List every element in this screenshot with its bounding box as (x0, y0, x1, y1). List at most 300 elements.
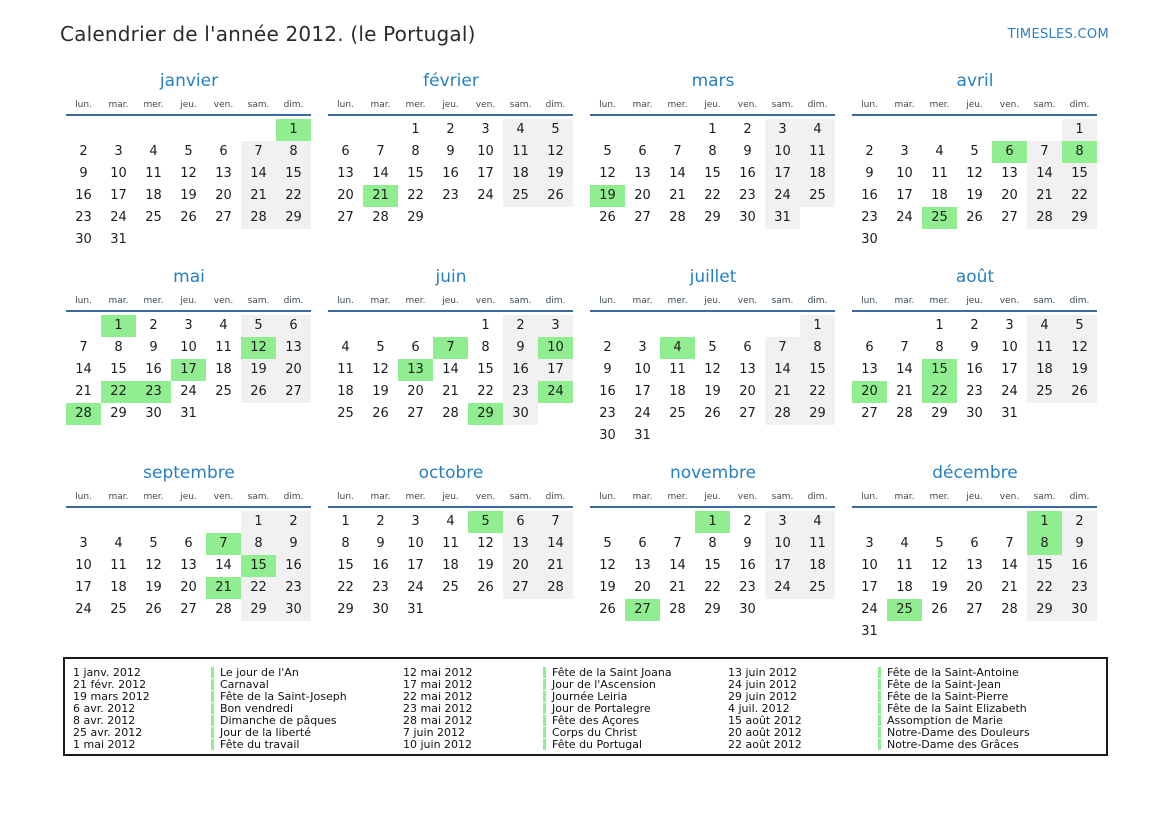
weekday-rule (852, 114, 1097, 116)
day-cell: 22 (1062, 185, 1097, 207)
weekday-label: mar. (370, 296, 391, 306)
day-cell: 25 (922, 207, 957, 229)
day-cell: 24 (1001, 384, 1018, 399)
day-cell: 10 (861, 558, 878, 573)
day-cell: 6 (865, 340, 874, 355)
day-cell: 4 (219, 318, 228, 333)
holiday-date: 1 janv. 2012 (73, 665, 141, 679)
day-cell: 29 (337, 602, 354, 617)
holiday-date: 23 mai 2012 (403, 701, 473, 715)
day-cell: 19 (538, 163, 573, 185)
weekday-rule (328, 114, 573, 116)
month-title: décembre (932, 463, 1018, 483)
empty-cell (538, 599, 573, 621)
day-cell: 8 (341, 536, 350, 551)
day-cell: 15 (337, 558, 354, 573)
day-cell: 21 (442, 384, 459, 399)
day-cell: 31 (110, 232, 127, 247)
day-cell: 4 (935, 144, 944, 159)
holiday-marker-icon (878, 703, 881, 714)
day-cell: 12 (180, 166, 197, 181)
day-cell: 18 (800, 555, 835, 577)
legend-item (728, 666, 1098, 678)
month-day-grid (852, 292, 1098, 425)
empty-cell (433, 207, 468, 229)
holiday-marker-icon (211, 703, 214, 714)
day-cell: 16 (1062, 555, 1097, 577)
day-cell: 20 (337, 188, 354, 203)
empty-cell (887, 119, 922, 141)
day-cell: 13 (276, 337, 311, 359)
weekday-label: lun. (599, 296, 616, 306)
day-cell: 5 (1062, 315, 1097, 337)
day-cell: 27 (276, 381, 311, 403)
day-cell: 30 (739, 210, 756, 225)
empty-cell (171, 511, 206, 533)
day-cell: 7 (79, 340, 88, 355)
day-cell: 28 (1001, 602, 1018, 617)
day-cell: 28 (765, 403, 800, 425)
weekday-label: jeu. (704, 296, 721, 306)
holiday-date: 25 avr. 2012 (73, 725, 143, 739)
empty-cell (625, 511, 660, 533)
month-novembre (590, 460, 836, 643)
day-cell: 2 (970, 318, 979, 333)
day-cell: 29 (276, 207, 311, 229)
day-cell: 21 (1027, 185, 1062, 207)
day-cell: 31 (180, 406, 197, 421)
day-cell: 24 (538, 381, 573, 403)
day-cell: 14 (372, 166, 389, 181)
day-cell: 20 (180, 580, 197, 595)
empty-cell (276, 229, 311, 251)
empty-cell (922, 621, 957, 643)
weekday-label: ven. (737, 492, 758, 502)
holiday-name: Journée Leiria (552, 689, 628, 703)
day-cell: 3 (481, 122, 490, 137)
weekday-label: mar. (894, 492, 915, 502)
legend-item (403, 726, 728, 738)
day-cell: 23 (599, 406, 616, 421)
day-cell: 26 (180, 210, 197, 225)
day-cell: 1 (1062, 119, 1097, 141)
day-cell: 1 (411, 122, 420, 137)
holiday-date: 8 avr. 2012 (73, 713, 136, 727)
day-cell: 28 (372, 210, 389, 225)
weekday-label: dim. (545, 492, 566, 502)
legend-item (73, 726, 403, 738)
day-cell: 17 (538, 359, 573, 381)
weekday-label: jeu. (180, 100, 197, 110)
holiday-legend (63, 657, 1108, 756)
day-cell: 7 (241, 141, 276, 163)
empty-cell (171, 119, 206, 141)
day-cell: 8 (800, 337, 835, 359)
empty-cell (957, 511, 992, 533)
holiday-name: Fête de la Saint-Jean (887, 677, 1001, 691)
day-cell: 12 (372, 362, 389, 377)
holiday-name: Fête du travail (220, 737, 300, 751)
legend-item (728, 714, 1098, 726)
day-cell: 7 (765, 337, 800, 359)
site-link[interactable]: TIMESLES.COM (1007, 26, 1109, 42)
day-cell: 10 (538, 337, 573, 359)
holiday-name: Bon vendredi (220, 701, 294, 715)
legend-item (73, 738, 403, 750)
month-title: mars (691, 71, 735, 91)
weekday-label: jeu. (442, 492, 459, 502)
day-cell: 7 (206, 533, 241, 555)
day-cell: 21 (206, 577, 241, 599)
day-cell: 25 (110, 602, 127, 617)
day-cell: 11 (145, 166, 162, 181)
day-cell: 24 (861, 602, 878, 617)
day-cell: 27 (634, 210, 651, 225)
day-cell: 10 (407, 536, 424, 551)
day-cell: 25 (800, 185, 835, 207)
day-cell: 19 (241, 359, 276, 381)
weekday-rule (66, 506, 311, 508)
day-cell: 6 (970, 536, 979, 551)
empty-cell (765, 425, 800, 447)
day-cell: 22 (101, 381, 136, 403)
day-cell: 5 (149, 536, 158, 551)
day-cell: 8 (708, 144, 717, 159)
empty-cell (1062, 621, 1097, 643)
month-day-grid (590, 96, 836, 229)
day-cell: 23 (739, 580, 756, 595)
weekday-label: ven. (213, 492, 234, 502)
day-cell: 4 (503, 119, 538, 141)
day-cell: 28 (66, 403, 101, 425)
holiday-marker-icon (211, 727, 214, 738)
empty-cell (800, 425, 835, 447)
day-cell: 26 (704, 406, 721, 421)
day-cell: 29 (931, 406, 948, 421)
day-cell: 13 (739, 362, 756, 377)
day-cell: 30 (75, 232, 92, 247)
day-cell: 17 (765, 163, 800, 185)
day-cell: 11 (215, 340, 232, 355)
day-cell: 29 (241, 599, 276, 621)
day-cell: 14 (1027, 163, 1062, 185)
weekday-label: mar. (632, 296, 653, 306)
day-cell: 28 (896, 406, 913, 421)
legend-item (73, 714, 403, 726)
month-title: janvier (159, 71, 219, 91)
day-cell: 19 (966, 188, 983, 203)
day-cell: 8 (411, 144, 420, 159)
day-cell: 12 (1062, 337, 1097, 359)
day-cell: 17 (110, 188, 127, 203)
month-title: octobre (418, 463, 484, 483)
day-cell: 12 (145, 558, 162, 573)
holiday-name: Fête de la Saint-Pierre (887, 689, 1009, 703)
legend-item (73, 666, 403, 678)
day-cell: 27 (739, 406, 756, 421)
empty-cell (957, 119, 992, 141)
holiday-date: 4 juil. 2012 (728, 701, 790, 715)
day-cell: 22 (241, 577, 276, 599)
day-cell: 11 (337, 362, 354, 377)
day-cell: 10 (180, 340, 197, 355)
weekday-rule (852, 310, 1097, 312)
day-cell: 2 (865, 144, 874, 159)
empty-cell (328, 315, 363, 337)
holiday-marker-icon (543, 667, 546, 678)
weekday-label: mer. (405, 100, 426, 110)
day-cell: 5 (184, 144, 193, 159)
weekday-label: ven. (737, 296, 758, 306)
day-cell: 7 (1005, 536, 1014, 551)
weekday-label: jeu. (180, 296, 197, 306)
empty-cell (922, 119, 957, 141)
day-cell: 21 (896, 384, 913, 399)
weekday-label: ven. (475, 296, 496, 306)
weekday-label: lun. (75, 100, 92, 110)
day-cell: 23 (442, 188, 459, 203)
day-cell: 15 (1027, 555, 1062, 577)
day-cell: 19 (599, 580, 616, 595)
holiday-date: 6 avr. 2012 (73, 701, 136, 715)
weekday-label: dim. (283, 296, 304, 306)
empty-cell (538, 403, 573, 425)
empty-cell (660, 315, 695, 337)
day-cell: 5 (708, 340, 717, 355)
legend-item (73, 690, 403, 702)
weekday-label: sam. (1033, 492, 1056, 502)
month-mai (66, 264, 312, 447)
weekday-label: ven. (999, 100, 1020, 110)
day-cell: 29 (704, 602, 721, 617)
day-cell: 20 (966, 580, 983, 595)
empty-cell (1027, 229, 1062, 251)
day-cell: 11 (110, 558, 127, 573)
day-cell: 20 (739, 384, 756, 399)
holiday-name: Jour de Portalegre (552, 701, 651, 715)
empty-cell (171, 229, 206, 251)
day-cell: 1 (1027, 511, 1062, 533)
day-cell: 24 (477, 188, 494, 203)
day-cell: 7 (900, 340, 909, 355)
month-juin (328, 264, 574, 447)
empty-cell (992, 621, 1027, 643)
day-cell: 30 (1062, 599, 1097, 621)
weekday-label: ven. (213, 100, 234, 110)
empty-cell (957, 229, 992, 251)
weekday-label: mer. (143, 492, 164, 502)
holiday-marker-icon (211, 679, 214, 690)
day-cell: 6 (503, 511, 538, 533)
day-cell: 27 (180, 602, 197, 617)
weekday-label: sam. (247, 100, 270, 110)
month-juillet (590, 264, 836, 447)
holiday-name: Fête de la Saint-Joseph (220, 689, 347, 703)
day-cell: 26 (931, 602, 948, 617)
empty-cell (992, 511, 1027, 533)
day-cell: 28 (241, 207, 276, 229)
empty-cell (957, 621, 992, 643)
month-mars (590, 68, 836, 251)
weekday-label: dim. (807, 492, 828, 502)
month-avril (852, 68, 1098, 251)
empty-cell (1027, 119, 1062, 141)
day-cell: 17 (75, 580, 92, 595)
day-cell: 12 (477, 536, 494, 551)
day-cell: 3 (184, 318, 193, 333)
empty-cell (241, 403, 276, 425)
day-cell: 1 (341, 514, 350, 529)
holiday-marker-icon (878, 667, 881, 678)
holiday-date: 22 août 2012 (728, 737, 802, 751)
legend-item (728, 726, 1098, 738)
holiday-marker-icon (211, 667, 214, 678)
day-cell: 5 (376, 340, 385, 355)
day-cell: 6 (276, 315, 311, 337)
day-cell: 13 (634, 166, 651, 181)
day-cell: 31 (407, 602, 424, 617)
day-cell: 24 (407, 580, 424, 595)
day-cell: 30 (276, 599, 311, 621)
empty-cell (590, 315, 625, 337)
day-cell: 8 (1027, 533, 1062, 555)
day-cell: 19 (477, 558, 494, 573)
day-cell: 22 (800, 381, 835, 403)
day-cell: 6 (992, 141, 1027, 163)
day-cell: 24 (110, 210, 127, 225)
day-cell: 3 (638, 340, 647, 355)
day-cell: 7 (673, 536, 682, 551)
day-cell: 19 (1062, 359, 1097, 381)
legend-column (403, 666, 728, 750)
empty-cell (136, 229, 171, 251)
day-cell: 27 (1001, 210, 1018, 225)
weekday-label: lun. (337, 296, 354, 306)
day-cell: 30 (966, 406, 983, 421)
day-cell: 22 (704, 580, 721, 595)
holiday-marker-icon (878, 691, 881, 702)
day-cell: 11 (503, 141, 538, 163)
day-cell: 23 (861, 210, 878, 225)
day-cell: 25 (215, 384, 232, 399)
weekday-label: sam. (771, 100, 794, 110)
day-cell: 12 (966, 166, 983, 181)
month-janvier (66, 68, 312, 251)
day-cell: 9 (865, 166, 874, 181)
day-cell: 21 (669, 188, 686, 203)
weekday-label: jeu. (704, 100, 721, 110)
empty-cell (852, 119, 887, 141)
day-cell: 6 (638, 536, 647, 551)
weekday-label: dim. (545, 296, 566, 306)
day-cell: 31 (765, 207, 800, 229)
day-cell: 18 (215, 362, 232, 377)
day-cell: 9 (603, 362, 612, 377)
day-cell: 2 (79, 144, 88, 159)
day-cell: 14 (669, 558, 686, 573)
weekday-label: sam. (247, 296, 270, 306)
weekday-label: lun. (861, 100, 878, 110)
day-cell: 27 (503, 577, 538, 599)
day-cell: 27 (337, 210, 354, 225)
day-cell: 28 (215, 602, 232, 617)
month-title: août (955, 267, 995, 287)
empty-cell (590, 511, 625, 533)
day-cell: 1 (708, 122, 717, 137)
day-cell: 22 (337, 580, 354, 595)
page-header (60, 18, 1109, 50)
holiday-name: Fête de la Saint Elizabeth (887, 701, 1027, 715)
day-cell: 30 (372, 602, 389, 617)
day-cell: 13 (337, 166, 354, 181)
day-cell: 10 (110, 166, 127, 181)
weekday-label: mar. (370, 492, 391, 502)
day-cell: 25 (669, 406, 686, 421)
weekday-label: ven. (475, 492, 496, 502)
day-cell: 17 (477, 166, 494, 181)
day-cell: 4 (114, 536, 123, 551)
day-cell: 18 (931, 188, 948, 203)
legend-item (403, 666, 728, 678)
day-cell: 12 (704, 362, 721, 377)
holiday-name: Fête du Portugal (552, 737, 643, 751)
month-title: avril (956, 71, 994, 91)
weekday-label: lun. (337, 100, 354, 110)
day-cell: 20 (215, 188, 232, 203)
day-cell: 4 (149, 144, 158, 159)
day-cell: 29 (800, 403, 835, 425)
day-cell: 19 (145, 580, 162, 595)
day-cell: 4 (800, 119, 835, 141)
day-cell: 26 (145, 602, 162, 617)
holiday-marker-icon (878, 727, 881, 738)
day-cell: 28 (669, 210, 686, 225)
day-cell: 5 (970, 144, 979, 159)
holiday-marker-icon (543, 703, 546, 714)
empty-cell (136, 511, 171, 533)
weekday-rule (328, 506, 573, 508)
empty-cell (887, 621, 922, 643)
weekday-label: sam. (771, 296, 794, 306)
day-cell: 8 (241, 533, 276, 555)
day-cell: 2 (376, 514, 385, 529)
month-day-grid (328, 292, 574, 425)
day-cell: 12 (538, 141, 573, 163)
day-cell: 15 (407, 166, 424, 181)
day-cell: 18 (1027, 359, 1062, 381)
day-cell: 14 (538, 533, 573, 555)
empty-cell (206, 229, 241, 251)
empty-cell (765, 315, 800, 337)
day-cell: 24 (896, 210, 913, 225)
month-title: février (423, 71, 479, 91)
day-cell: 13 (180, 558, 197, 573)
day-cell: 16 (739, 166, 756, 181)
day-cell: 4 (1027, 315, 1062, 337)
day-cell: 19 (704, 384, 721, 399)
day-cell: 12 (241, 337, 276, 359)
day-cell: 3 (765, 119, 800, 141)
day-cell: 24 (180, 384, 197, 399)
day-cell: 7 (538, 511, 573, 533)
day-cell: 10 (765, 533, 800, 555)
day-cell: 21 (241, 185, 276, 207)
day-cell: 21 (669, 580, 686, 595)
day-cell: 10 (765, 141, 800, 163)
empty-cell (101, 119, 136, 141)
weekday-rule (590, 114, 835, 116)
empty-cell (1062, 403, 1097, 425)
